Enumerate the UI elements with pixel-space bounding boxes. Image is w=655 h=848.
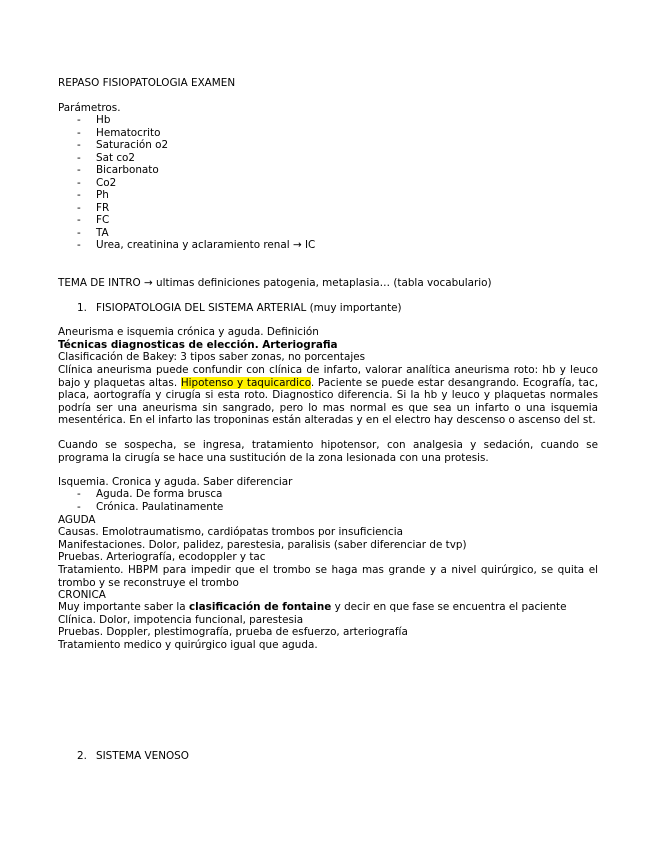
tecnicas-heading: Técnicas diagnosticas de elección. Arteriografia (58, 339, 338, 351)
bullet-marker: - (77, 227, 81, 239)
pruebas-line: Pruebas. Arteriografía, ecodoppler y tac (58, 551, 266, 563)
cronica-label: CRONICA (58, 589, 106, 601)
bullet-marker: - (77, 114, 81, 126)
param-item: Hb (96, 114, 111, 126)
document-title: REPASO FISIOPATOLOGIA EXAMEN (58, 77, 236, 89)
isquemia-bullet: Crónica. Paulatinamente (96, 501, 224, 513)
sospecha-paragraph: Cuando se sospecha, se ingresa, tratamiento hipotensor, con analgesia y sedación, cuando se programa la cirugía se hace una sustitución de la zona lesionada con una protesis. (58, 439, 598, 464)
param-item: TA (96, 227, 109, 239)
pruebas-cronica-line: Pruebas. Doppler, plestimografía, prueba de esfuerzo, arteriografía (58, 626, 408, 638)
bullet-marker: - (77, 239, 81, 251)
bullet-marker: - (77, 164, 81, 176)
isquemia-heading: Isquemia. Cronica y aguda. Saber diferenciar (58, 476, 293, 488)
fontaine-bold: clasificación de fontaine (188, 601, 332, 613)
fontaine-text: Muy importante saber la (58, 601, 189, 613)
section-title: FISIOPATOLOGIA DEL SISTEMA ARTERIAL (muy importante) (96, 302, 402, 314)
tratamiento-cronica-line: Tratamiento medico y quirúrgico igual que aguda. (58, 639, 318, 651)
param-item: Sat co2 (96, 152, 136, 164)
clinica-paragraph (58, 364, 598, 427)
bullet-marker: - (77, 177, 81, 189)
bullet-marker: - (77, 189, 81, 201)
fontaine-line (58, 601, 567, 614)
clasificacion-line: Clasificación de Bakey: 3 tipos saber zonas, no porcentajes (58, 351, 366, 363)
param-item: FC (96, 214, 110, 226)
bullet-marker: - (77, 139, 81, 151)
parameters-heading: Parámetros. (58, 102, 121, 114)
aneurisma-definition: Aneurisma e isquemia crónica y aguda. Definición (58, 326, 319, 338)
param-item: Hematocrito (96, 127, 161, 139)
aguda-label: AGUDA (58, 514, 96, 526)
tratamiento-paragraph: Tratamiento. HBPM para impedir que el trombo se haga mas grande y a nivel quirúrgico, se quita el trombo y se reconstruye el trombo (58, 564, 598, 589)
bullet-marker: - (77, 202, 81, 214)
manifestaciones-line: Manifestaciones. Dolor, palidez, parestesia, paralisis (saber diferenciar de tvp) (58, 539, 467, 551)
highlighted-text: Hipotenso y taquicardico (180, 376, 311, 389)
bullet-marker: - (77, 127, 81, 139)
section-title: SISTEMA VENOSO (96, 750, 189, 762)
clinica-text: Clínica aneurisma puede confundir con clínica de infarto, valorar analítica aneurisma roto: hb y leuco bajo y plaquetas altas. (58, 364, 598, 389)
section-number: 1. (77, 302, 87, 314)
param-item: FR (96, 202, 110, 214)
bullet-marker: - (77, 488, 81, 500)
param-item: Bicarbonato (96, 164, 159, 176)
isquemia-bullet: Aguda. De forma brusca (96, 488, 223, 500)
clinica-line: Clínica. Dolor, impotencia funcional, parestesia (58, 614, 304, 626)
param-item: Saturación o2 (96, 139, 169, 151)
bullet-marker: - (77, 152, 81, 164)
param-item: Urea, creatinina y aclaramiento renal → IC (96, 239, 316, 251)
param-item: Ph (96, 189, 109, 201)
fontaine-text-continued: y decir en que fase se encuentra el paciente (331, 601, 567, 613)
intro-line: TEMA DE INTRO → ultimas definiciones patogenia, metaplasia… (tabla vocabulario) (58, 277, 492, 289)
clinica-text-continued: . Paciente se puede estar desangrando. Ecografía, tac, placa, aortografía y cirugía si esta roto. Diagnostico diferencia. Si la hb y leuco y plaquetas normales podría ser una aneurisma sin sangrado, pero lo mas normal es que sea un infarto o una isquemia mesentérica. En el infarto las troponinas están alteradas y en el electro hay descenso o ascenso del st. (58, 376, 599, 427)
causas-line: Causas. Emolotraumatismo, cardiópatas trombos por insuficiencia (58, 526, 404, 538)
bullet-marker: - (77, 501, 81, 513)
section-number: 2. (77, 750, 87, 762)
bullet-marker: - (77, 214, 81, 226)
param-item: Co2 (96, 177, 117, 189)
